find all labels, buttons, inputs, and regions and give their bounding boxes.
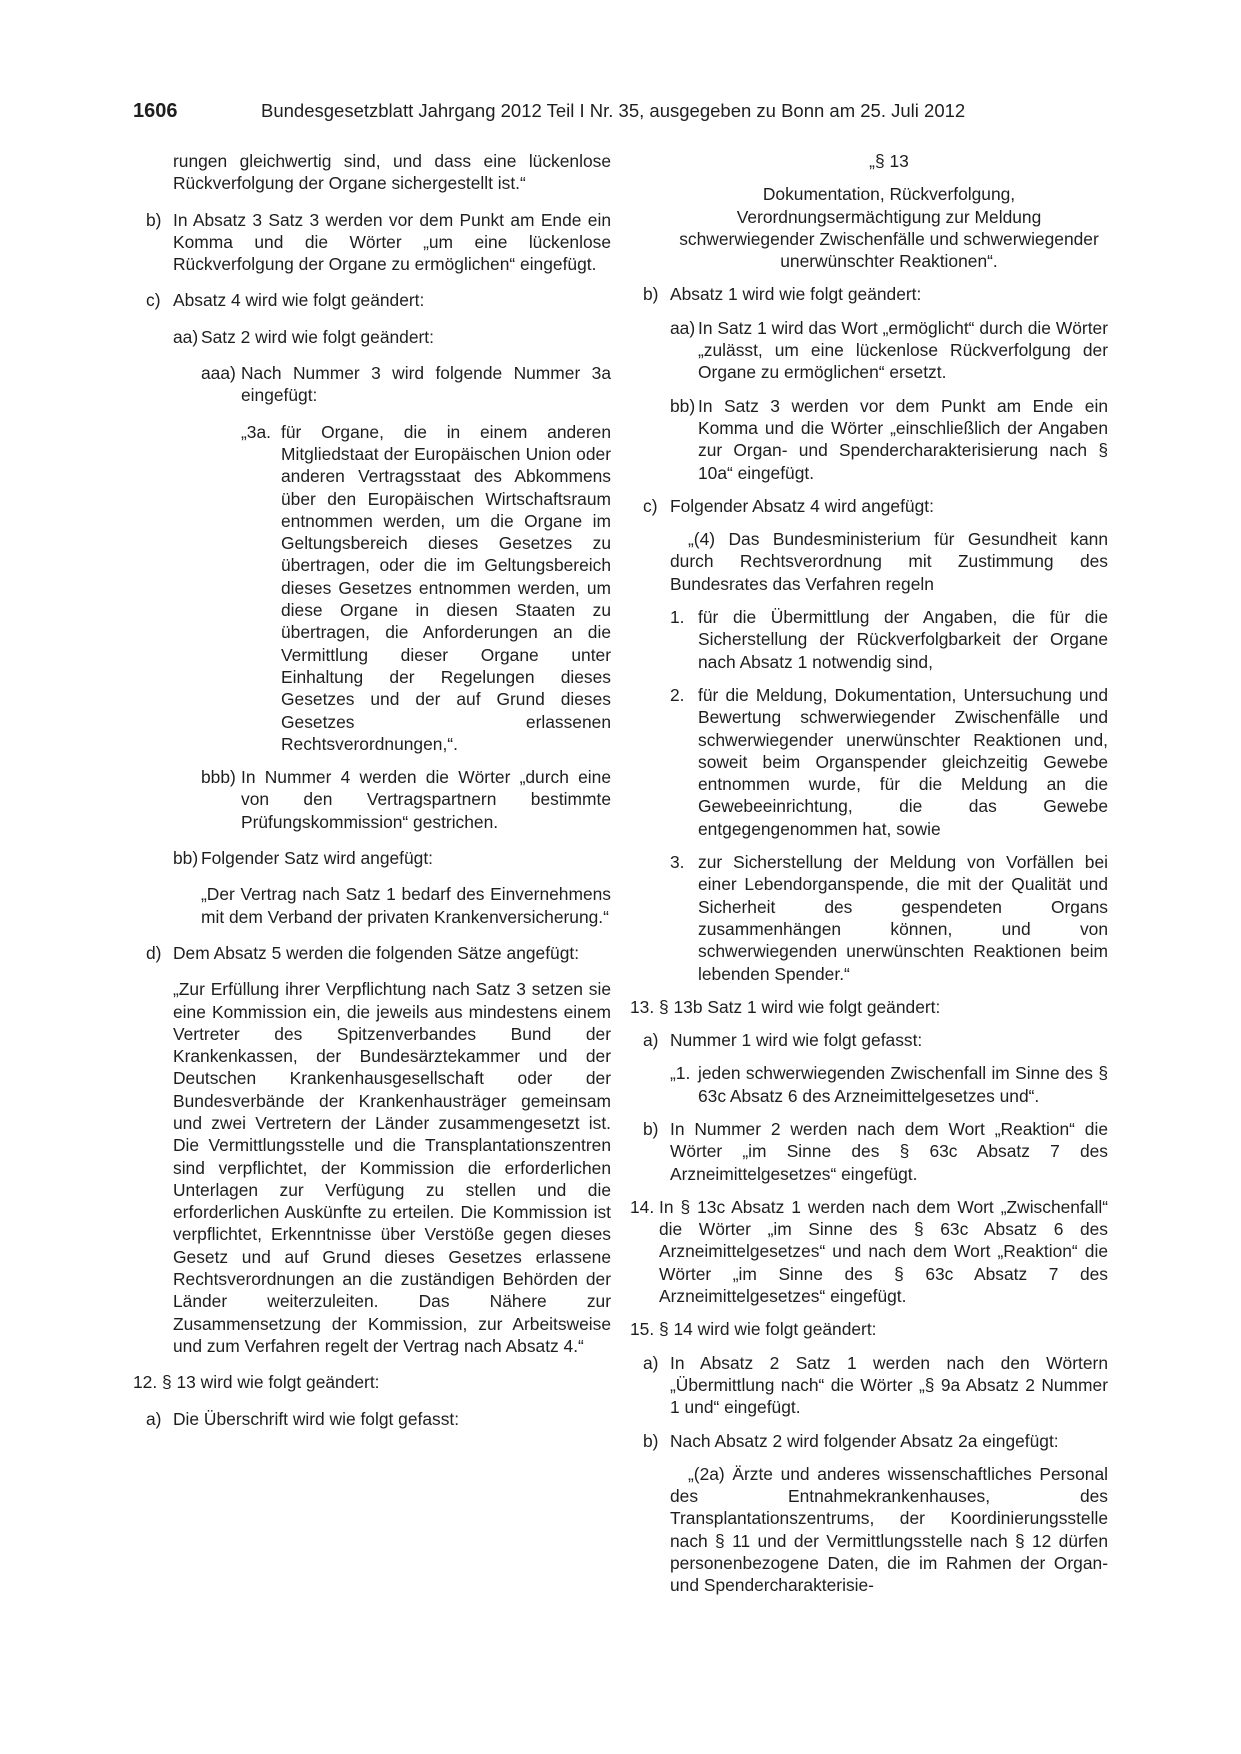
list-item bbox=[630, 1318, 1108, 1340]
list-item bbox=[201, 362, 611, 407]
item-label: aaa) bbox=[201, 363, 236, 384]
item-text: Satz 2 wird wie folgt geändert: bbox=[201, 326, 434, 347]
paragraph: rungen gleichwertig sind, und dass eine lückenlose Rückverfolgung der Organe sichergestellt ist.“ bbox=[173, 151, 611, 194]
list-item bbox=[643, 1029, 1108, 1051]
item-label: d) bbox=[146, 942, 162, 963]
list-item bbox=[133, 1371, 611, 1393]
item-text: In Absatz 3 Satz 3 werden vor dem Punkt am Ende ein Komma und die Wörter „um eine lückenlose Rückverfolgung der Organe zu ermöglichen“ eingefügt. bbox=[173, 209, 611, 275]
item-label: b) bbox=[643, 1430, 659, 1451]
item-text: In § 13c Absatz 1 werden nach dem Wort „Zwischenfall“ die Wörter „im Sinne des § 63c Absatz 6 des Arzneimittelgesetzes“ und nach dem Wort „Reaktion“ die Wörter „im Sinne des § 63c Absatz 7 des Arzneimittelgesetzes“ eingefügt. bbox=[659, 1196, 1108, 1307]
item-text: In Satz 3 werden vor dem Punkt am Ende ein Komma und die Wörter „einschließlich der Angaben zur Organ- und Spendercharakterisierung nach § 10a“ eingefügt. bbox=[698, 395, 1108, 483]
list-item bbox=[670, 851, 1108, 985]
page-header bbox=[133, 100, 1109, 130]
item-text: Dem Absatz 5 werden die folgenden Sätze angefügt: bbox=[173, 942, 580, 963]
right-column bbox=[630, 150, 1108, 1597]
item-text: Die Überschrift wird wie folgt gefasst: bbox=[173, 1408, 460, 1429]
item-label: c) bbox=[643, 495, 658, 516]
item-text: In Absatz 2 Satz 1 werden nach den Wörtern „Übermittlung nach“ die Wörter „§ 9a Absatz 2 Nummer 1 und“ eingefügt. bbox=[670, 1352, 1108, 1418]
list-item bbox=[670, 395, 1108, 484]
left-column bbox=[133, 150, 611, 1430]
item-label: aa) bbox=[670, 317, 696, 338]
item-text: Nach Absatz 2 wird folgender Absatz 2a eingefügt: bbox=[670, 1430, 1059, 1451]
item-label: 15. bbox=[630, 1319, 655, 1340]
item-label: a) bbox=[643, 1352, 659, 1373]
list-item bbox=[173, 847, 611, 869]
item-text: Absatz 1 wird wie folgt geändert: bbox=[670, 284, 922, 305]
item-label: a) bbox=[146, 1408, 162, 1429]
quote: „(2a) Ärzte und anderes wissenschaftliches Personal des Entnahmekrankenhauses, des Transplantationszentrums, der Koordinierungsstelle nach § 11 und der Vermittlungsstelle nach § 12 dürfen personenbezogene Daten, die im Rahmen der Organ- und Spendercharakterisie- bbox=[670, 1463, 1108, 1596]
item-text: § 13 wird wie folgt geändert: bbox=[162, 1372, 380, 1393]
list-item bbox=[643, 1352, 1108, 1419]
list-item bbox=[241, 421, 611, 755]
page-number: 1606 bbox=[133, 100, 178, 122]
list-item bbox=[146, 289, 611, 311]
list-item bbox=[630, 1196, 1108, 1307]
list-item bbox=[173, 326, 611, 348]
item-label: 12. bbox=[133, 1372, 158, 1393]
item-text: zur Sicherstellung der Meldung von Vorfällen bei einer Lebendorganspende, die mit der Qualität und Sicherheit des gespendeten Organs zusammenhängen können, und von schwerwiegenden unerwünschten Reaktionen beim lebenden Spender.“ bbox=[698, 852, 1108, 984]
item-label: c) bbox=[146, 290, 161, 311]
quote: „Der Vertrag nach Satz 1 bedarf des Einvernehmens mit dem Verband der privaten Krankenversicherung.“ bbox=[201, 884, 611, 927]
list-item bbox=[146, 942, 611, 964]
item-text: Folgender Absatz 4 wird angefügt: bbox=[670, 495, 934, 516]
quote: „Zur Erfüllung ihrer Verpflichtung nach Satz 3 setzen sie eine Kommission ein, die jeweils aus mindestens einem Vertreter des Spitzenverbandes Bund der Krankenkassen, der Bundesärztekammer und der Deutschen Krankenhausgesellschaft oder der Bundesverbände der Krankenhausträger gemeinsam und zwei Vertretern der Länder zusammengesetzt ist. Die Vermittlungsstelle und die Transplantationszentren sind verpflichtet, der Kommission die erforderlichen Unterlagen zur Verfügung zu stellen und die erforderlichen Auskünfte zu erteilen. Die Kommission ist verpflichtet, Erkenntnisse über Verstöße gegen dieses Gesetz und auf Grund dieses Gesetzes erlassene Rechtsverordnungen an die zuständigen Behörden der Länder weiterzuleiten. Das Nähere zur Zusammensetzung der Kommission, zur Arbeitsweise und zum Verfahren regelt der Vertrag nach Absatz 4.“ bbox=[173, 979, 611, 1356]
list-item bbox=[670, 317, 1108, 384]
item-text: Nummer 1 wird wie folgt gefasst: bbox=[670, 1030, 923, 1051]
list-item bbox=[201, 766, 611, 833]
item-text: In Satz 1 wird das Wort „ermöglicht“ durch die Wörter „zulässt, um eine lückenlose Rückverfolgung der Organe zu ermöglichen“ ersetzt. bbox=[698, 317, 1108, 383]
item-label: bbb) bbox=[201, 767, 236, 788]
item-label: „3a. bbox=[241, 421, 271, 442]
list-item bbox=[670, 684, 1108, 840]
item-label: 14. bbox=[630, 1196, 655, 1217]
item-text: § 13b Satz 1 wird wie folgt geändert: bbox=[659, 996, 941, 1017]
list-item bbox=[643, 495, 1108, 517]
section-number: „§ 13 bbox=[869, 151, 909, 171]
item-label: b) bbox=[146, 209, 162, 230]
item-label: aa) bbox=[173, 326, 199, 347]
item-text: Absatz 4 wird wie folgt geändert: bbox=[173, 290, 425, 311]
item-label: bb) bbox=[173, 848, 199, 869]
item-label: 3. bbox=[670, 852, 685, 873]
item-text: für die Übermittlung der Angaben, die für die Sicherstellung der Rückverfolgbarkeit der Organe nach Absatz 1 notwendig sind, bbox=[698, 607, 1108, 672]
item-label: b) bbox=[643, 1118, 659, 1139]
list-item bbox=[643, 1118, 1108, 1185]
item-text: In Nummer 2 werden nach dem Wort „Reaktion“ die Wörter „im Sinne des § 63c Absatz 7 des Arzneimittelgesetzes“ eingefügt. bbox=[670, 1118, 1108, 1184]
list-item bbox=[146, 209, 611, 276]
item-text: für die Meldung, Dokumentation, Untersuchung und Bewertung schwerwiegender Zwischenfälle und schwerwiegender unerwünschter Reaktionen und, soweit beim Organspender gleichzeitig Gewebe entnommen wurde, für die Meldung an die Gewebeeinrichtung, die das Gewebe entgegengenommen hat, sowie bbox=[698, 684, 1108, 839]
list-item bbox=[643, 1430, 1108, 1452]
item-label: bb) bbox=[670, 395, 696, 416]
section-title: Dokumentation, Rückverfolgung, Verordnungsermächtigung zur Meldung schwerwiegender Zwischenfälle und schwerwiegender unerwünschter Reaktionen“. bbox=[679, 184, 1099, 272]
list-item bbox=[643, 283, 1108, 305]
item-label: 13. bbox=[630, 996, 655, 1017]
list-item bbox=[630, 996, 1108, 1018]
item-text: In Nummer 4 werden die Wörter „durch eine von den Vertragspartnern bestimmte Prüfungskommission“ gestrichen. bbox=[241, 767, 611, 832]
item-label: b) bbox=[643, 284, 659, 305]
item-label: „1. bbox=[670, 1063, 691, 1084]
list-item bbox=[670, 606, 1108, 673]
list-item bbox=[670, 1062, 1108, 1107]
item-label: a) bbox=[643, 1030, 659, 1051]
item-label: 2. bbox=[670, 684, 685, 705]
item-text: jeden schwerwiegenden Zwischenfall im Sinne des § 63c Absatz 6 des Arzneimittelgesetzes und“. bbox=[698, 1063, 1108, 1106]
list-item bbox=[146, 1408, 611, 1430]
item-label: 1. bbox=[670, 607, 685, 628]
item-text: § 14 wird wie folgt geändert: bbox=[659, 1319, 877, 1340]
item-text: Nach Nummer 3 wird folgende Nummer 3a eingefügt: bbox=[241, 363, 611, 406]
item-text: für Organe, die in einem anderen Mitgliedstaat der Europäischen Union oder anderen Vertragsstaat des Abkommens über den Europäischen Wirtschaftsraum entnommen werden, um die Organe im Geltungsbereich dieses Gesetzes zu übertragen, oder die im Geltungsbereich dieses Gesetzes entnommen werden, um diese Organe in diesen Staaten zu übertragen, die Anforderungen an die Vermittlung dieser Organe unter Einhaltung der Regelungen dieses Gesetzes und der auf Grund dieses Gesetzes erlassenen Rechtsverordnungen,“. bbox=[281, 421, 611, 754]
item-text: Folgender Satz wird angefügt: bbox=[201, 848, 434, 869]
running-head: Bundesgesetzblatt Jahrgang 2012 Teil I Nr. 35, ausgegeben zu Bonn am 25. Juli 2012 bbox=[261, 100, 966, 121]
quote: „(4) Das Bundesministerium für Gesundheit kann durch Rechtsverordnung mit Zustimmung des Bundesrates das Verfahren regeln bbox=[670, 529, 1108, 594]
